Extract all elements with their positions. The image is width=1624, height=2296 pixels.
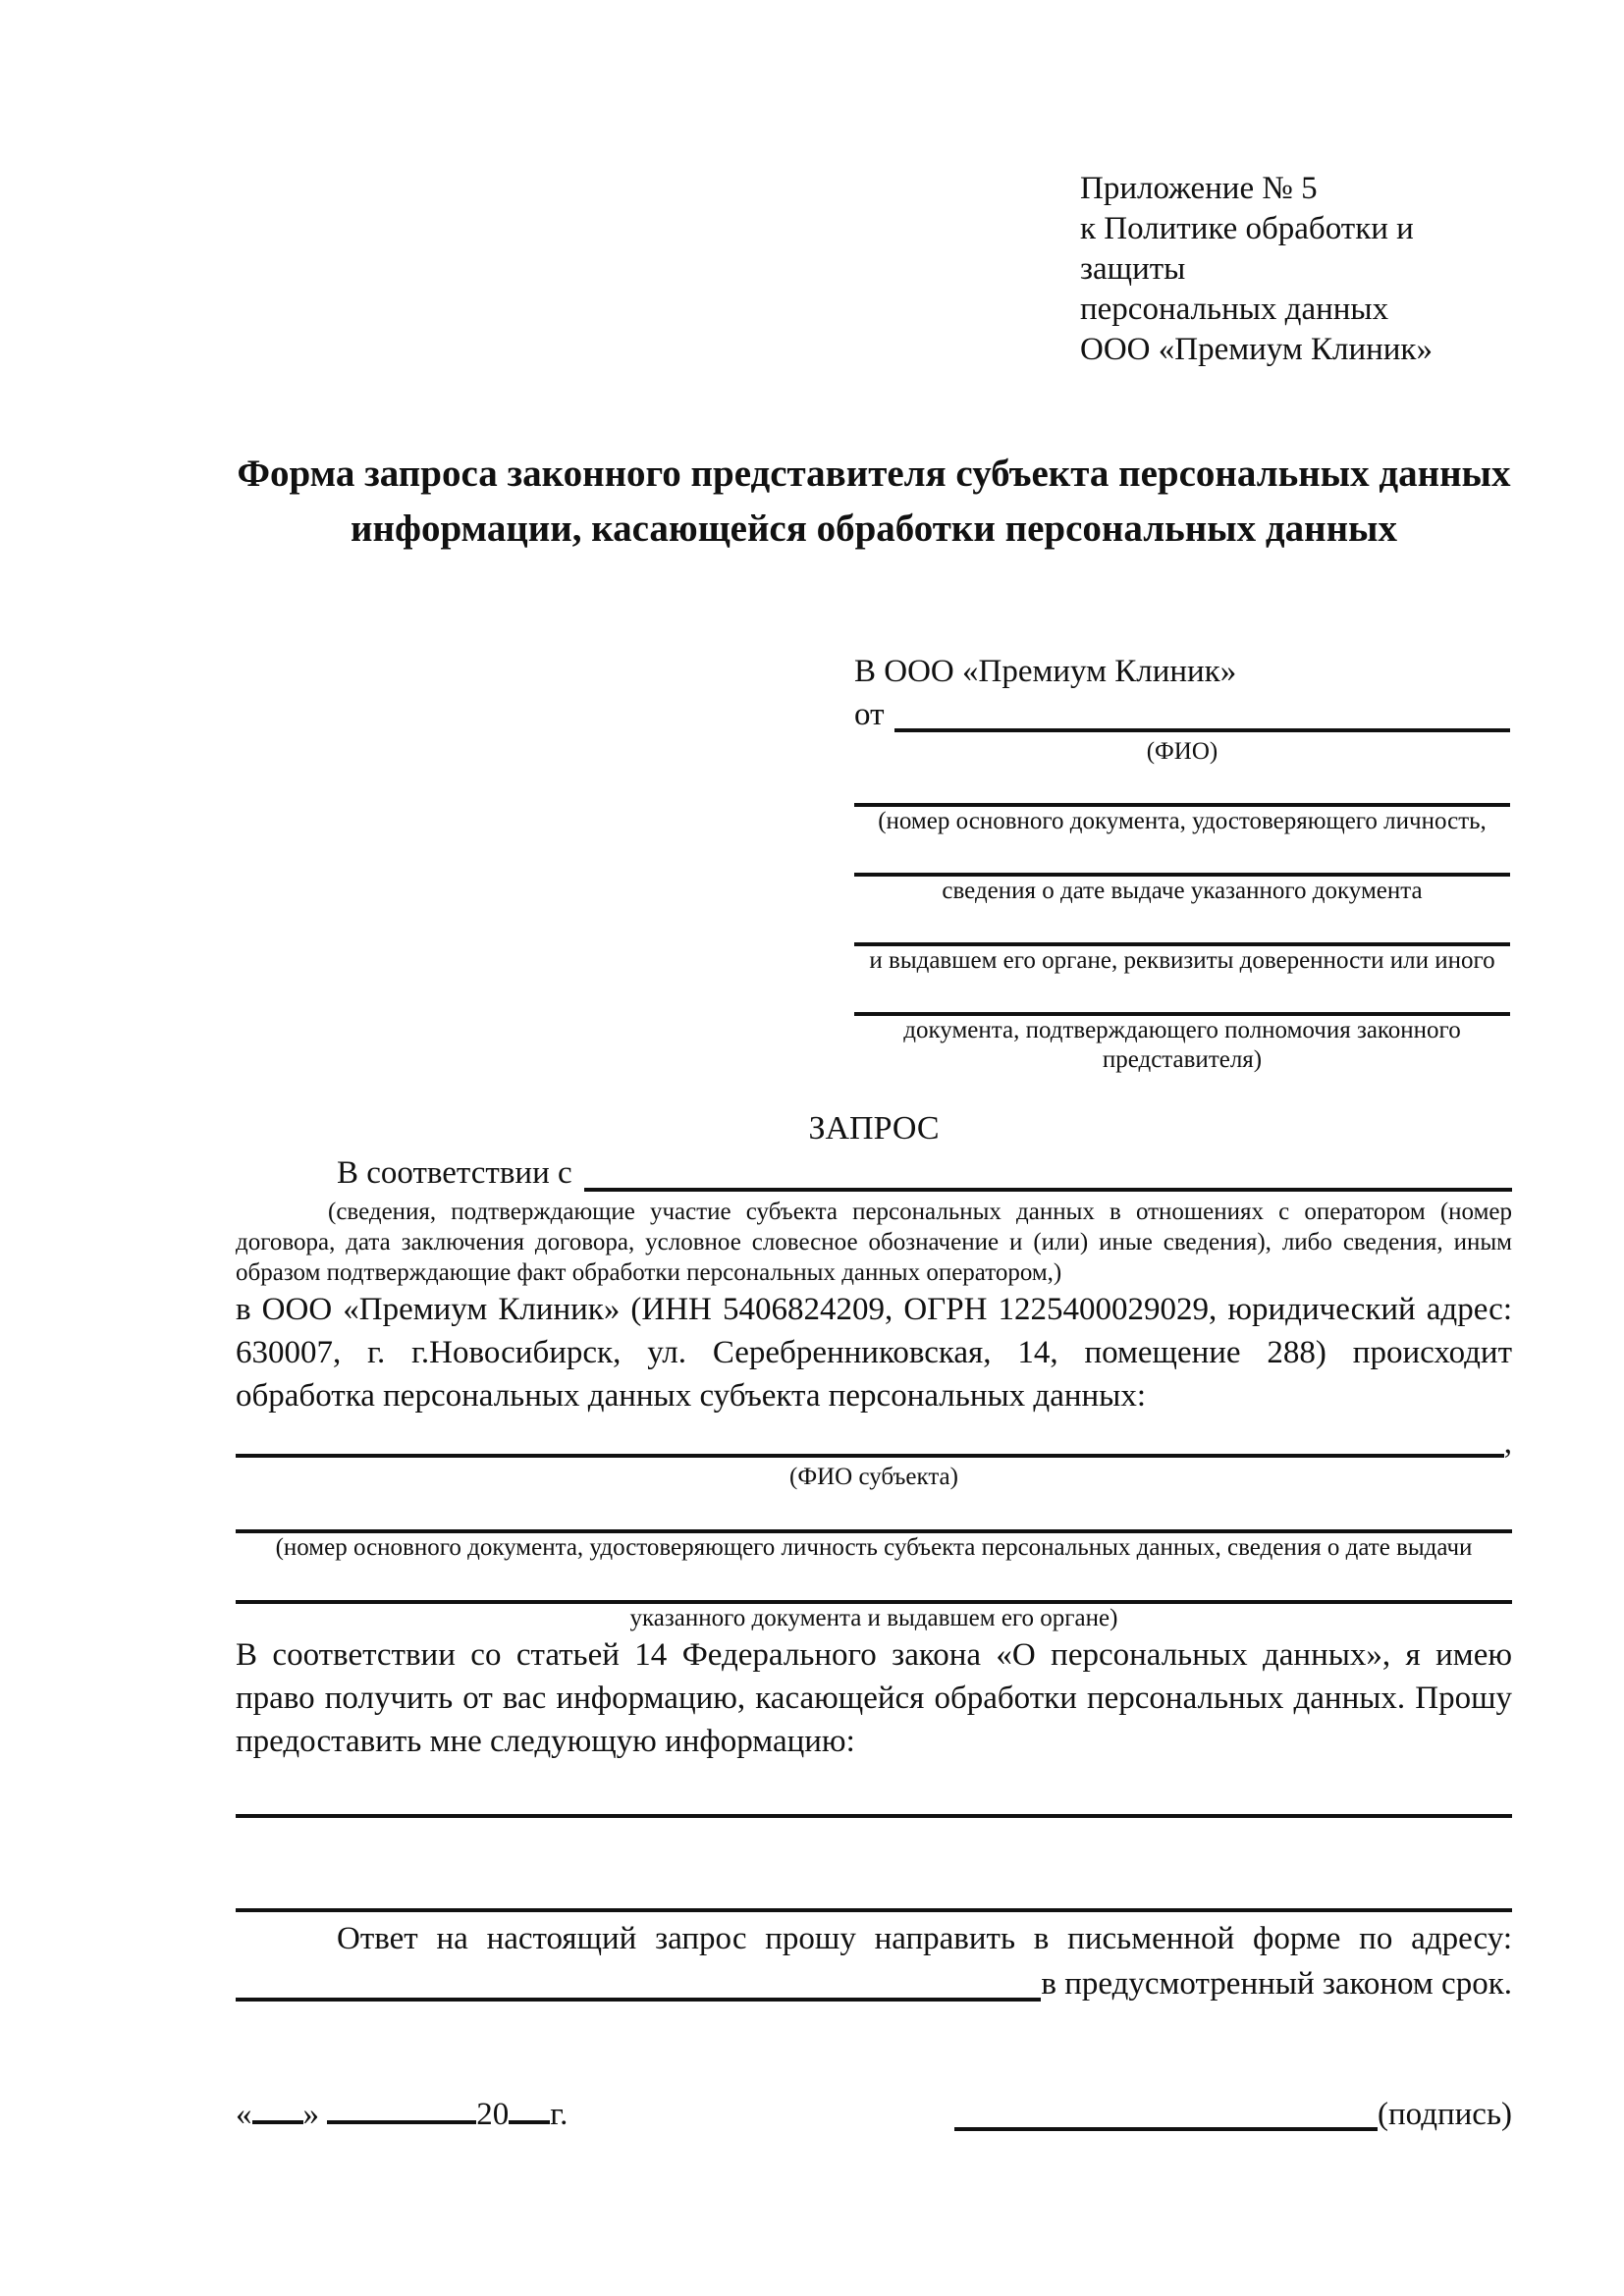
reply-address-line [236,1961,1512,2006]
subject-fio-caption: (ФИО субъекта) [789,1464,958,1490]
date-year-blank [509,2091,550,2124]
signature-blank-line [954,2127,1378,2131]
reply-address-blank-line [236,1998,1041,2002]
reply-tail: в предусмотренный законом срок. [1041,1966,1512,2002]
from-line [854,692,1510,737]
document-title [236,447,1512,557]
date-day-blank [252,2091,303,2124]
issuing-authority-caption: и выдавшем его органе, реквизиты доверенности или иного [869,947,1495,974]
date-year-prefix: 20 [476,2097,510,2132]
blank-line-power-of-attorney [854,976,1510,1016]
date-month-blank [327,2091,476,2124]
signature-group [954,2093,1512,2136]
power-of-attorney-caption: документа, подтверждающего полномочия законного представителя) [903,1017,1461,1073]
date-year-suffix: г. [550,2097,568,2132]
blank-line-issue-date [854,836,1510,877]
date-quote-open: « [236,2097,252,2132]
trailing-comma: , [1503,1425,1512,1461]
appendix-line-4: ООО «Премиум Клиник» [1080,332,1433,367]
subject-doc-caption-1: (номер основного документа, удостоверяющего личность субъекта персональных данных, сведения о дате выдачи [275,1534,1473,1561]
law-paragraph: В соответствии со статьей 14 Федерального закона «О персональных данных», я имею право получить от вас информацию, касающейся обработки персональных данных. Прошу предоставить мне следующую информацию: [236,1637,1512,1759]
intro-blank-line [584,1188,1512,1192]
date-group [236,2091,568,2136]
intro-line [236,1149,1512,1197]
intro-label: В соответствии с [337,1155,572,1191]
intro-caption: (сведения, подтверждающие участие субъекта персональных данных в отношениях с оператором (номер договора, дата заключения договора, условное словесное обозначение и (или) иные сведения), либо сведения, иным образом подтверждающие факт обработки персональных данных оператором,) [236,1199,1512,1286]
signature-caption: (подпись) [1378,2097,1512,2132]
from-label: от [854,697,885,732]
addressee-block [854,651,1510,1075]
document-title-line-1: Форма запроса законного представителя субъекта персональных данных [237,453,1511,495]
blank-line-subject-doc [236,1492,1512,1533]
appendix-line-2: к Политике обработки и защиты [1080,211,1414,287]
fio-caption: (ФИО) [1146,738,1218,765]
appendix-block [1080,169,1512,370]
blank-line-issuing-authority [854,906,1510,946]
footer-row [236,2091,1512,2136]
blank-line-requested-info-2 [236,1871,1512,1912]
from-blank-line [894,728,1511,732]
appendix-line-1: Приложение № 5 [1080,171,1318,206]
subject-doc-caption-2: указанного документа и выдавшем его органе) [629,1605,1118,1631]
operator-paragraph: в ООО «Премиум Клиник» (ИНН 5406824209, ОГРН 1225400029029, юридический адрес: 630007, г. г.Новосибирск, ул. Серебренниковская, 14, помещение 288) происходит обработка персональных данных субъекта персональных данных: [236,1292,1512,1414]
subject-fio-line [236,1423,1512,1463]
request-heading: ЗАПРОС [808,1110,940,1147]
blank-line-requested-info-1 [236,1777,1512,1818]
blank-line-subject-doc-2 [236,1563,1512,1604]
subject-fio-blank-line [236,1454,1504,1458]
date-quote-close: » [302,2097,319,2132]
blank-line-identity-doc [854,767,1510,807]
reply-paragraph: Ответ на настоящий запрос прошу направить в письменной форме по адресу: [337,1921,1512,1956]
document-title-line-2: информации, касающейся обработки персональных данных [351,507,1397,550]
issue-date-caption: сведения о дате выдаче указанного документа [942,878,1423,904]
appendix-line-3: персональных данных [1080,292,1389,327]
addressee-organization: В ООО «Премиум Клиник» [854,654,1237,689]
identity-doc-caption: (номер основного документа, удостоверяющего личность, [878,808,1487,834]
